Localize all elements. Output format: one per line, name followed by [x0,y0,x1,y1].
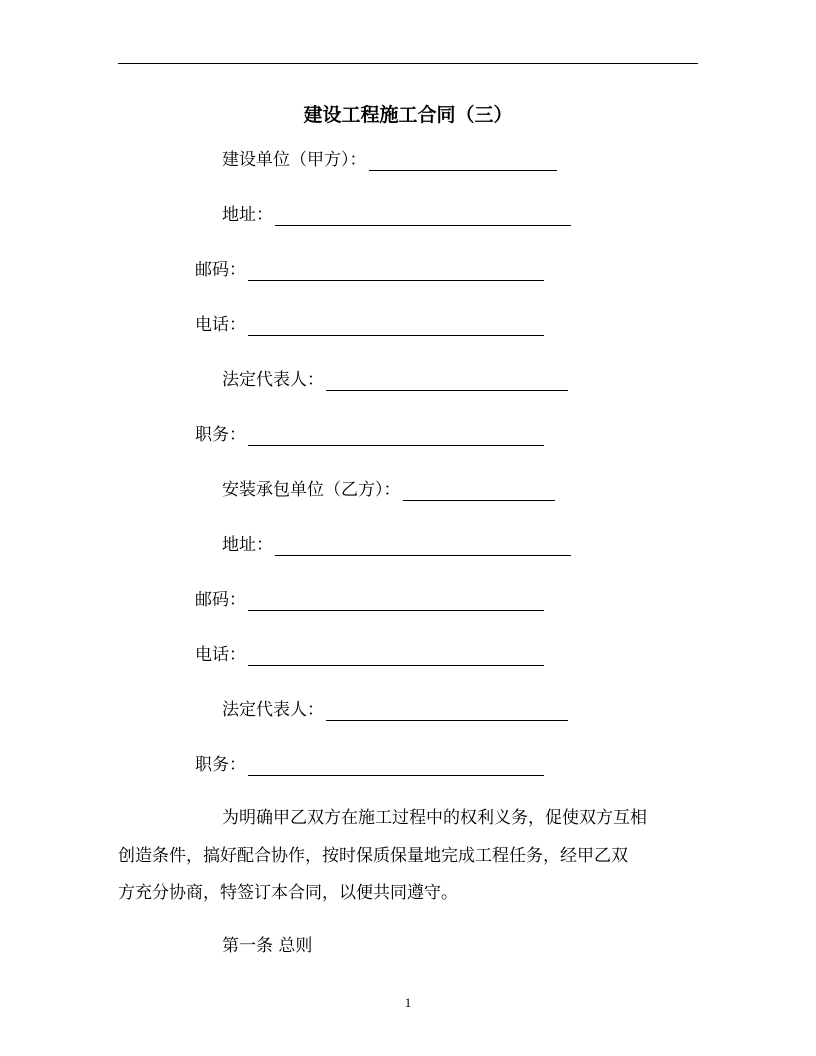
party-b-legal-rep-blank[interactable] [326,700,568,721]
preamble-line-1: 为明确甲乙双方在施工过程中的权利义务，促使双方互相 [222,808,647,828]
party-a-address-label: 地址： [222,205,273,225]
preamble-line-3: 方充分协商，特签订本合同，以便共同遵守。 [118,883,458,903]
party-b-address-blank[interactable] [275,535,571,556]
party-a-postcode-label: 邮码： [195,260,246,280]
party-b-address-field [222,532,571,556]
preamble-line-2: 创造条件，搞好配合协作，按时保质保量地完成工程任务，经甲乙双 [118,846,628,866]
party-b-position-field [195,752,544,776]
party-a-address-field [222,202,571,226]
header-rule [118,63,698,64]
party-b-legal-rep-field [222,697,568,721]
party-b-phone-label: 电话： [195,645,246,665]
party-a-phone-field [195,312,544,336]
party-a-position-field [195,422,544,446]
party-a-unit-field [222,147,557,171]
article-1-heading: 第一条 总则 [222,936,313,956]
party-b-position-blank[interactable] [248,755,544,776]
party-a-postcode-blank[interactable] [248,260,544,281]
party-b-postcode-blank[interactable] [248,590,544,611]
party-b-postcode-field [195,587,544,611]
party-a-postcode-field [195,257,544,281]
party-a-unit-label: 建设单位（甲方）： [222,150,367,170]
party-b-unit-label: 安装承包单位（乙方）： [222,480,401,500]
party-b-address-label: 地址： [222,535,273,555]
party-b-position-label: 职务： [195,755,246,775]
document-title: 建设工程施工合同（三） [303,104,513,126]
party-b-unit-field [222,477,555,501]
party-a-legal-rep-field [222,367,568,391]
party-b-postcode-label: 邮码： [195,590,246,610]
party-a-phone-label: 电话： [195,315,246,335]
party-b-unit-blank[interactable] [403,480,555,501]
party-a-unit-blank[interactable] [369,150,557,171]
party-a-address-blank[interactable] [275,205,571,226]
party-b-phone-blank[interactable] [248,645,544,666]
party-a-position-blank[interactable] [248,425,544,446]
party-b-legal-rep-label: 法定代表人： [222,700,324,720]
party-a-legal-rep-label: 法定代表人： [222,370,324,390]
party-a-phone-blank[interactable] [248,315,544,336]
party-b-phone-field [195,642,544,666]
page-number: 1 [404,995,412,1010]
party-a-legal-rep-blank[interactable] [326,370,568,391]
party-a-position-label: 职务： [195,425,246,445]
